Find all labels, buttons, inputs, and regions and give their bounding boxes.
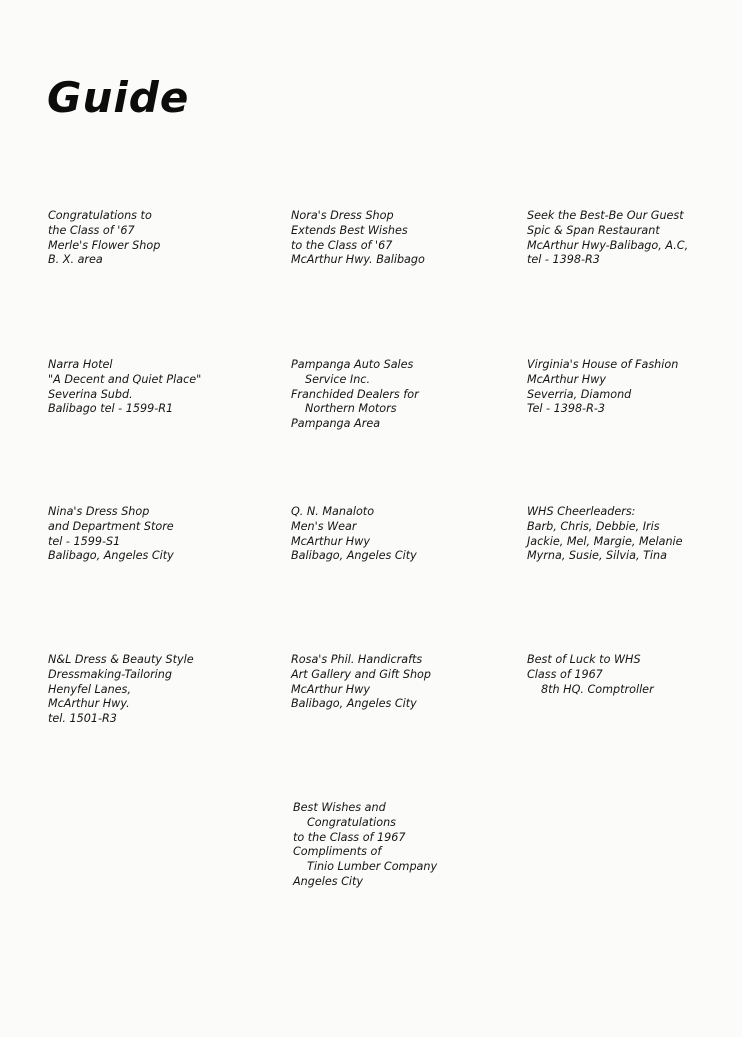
ad-line: Balibago, Angeles City — [48, 549, 174, 563]
ad-pampanga-auto-sales — [291, 358, 511, 432]
ad-line: Severina Subd. — [48, 387, 133, 401]
page-title: Guide — [47, 73, 190, 122]
ad-line: Class of 1967 — [527, 667, 603, 681]
ad-line: Rosa's Phil. Handicrafts — [291, 653, 423, 666]
ad-spic-span-restaurant — [527, 209, 742, 268]
ad-line: McArthur Hwy. — [48, 697, 130, 711]
ad-line: the Class of '67 — [48, 223, 135, 237]
ad-line: Q. N. Manaloto — [291, 505, 375, 518]
ad-line: Jackie, Mel, Margie, Melanie — [527, 534, 683, 548]
ad-line: Nina's Dress Shop — [48, 505, 150, 518]
ad-line: McArthur Hwy. Balibago — [291, 253, 425, 267]
ad-line: Best of Luck to WHS — [527, 653, 641, 666]
ad-line: Seek the Best-Be Our Guest — [527, 209, 684, 222]
ad-line: Extends Best Wishes — [291, 223, 408, 237]
ad-line: to the Class of 1967 — [293, 830, 406, 844]
ad-rosas-phil-handicrafts — [291, 653, 511, 712]
ad-line: and Department Store — [48, 519, 174, 533]
ad-line: Merle's Flower Shop — [48, 238, 161, 252]
ad-line: 8th HQ. Comptroller — [541, 682, 654, 696]
ad-line: Service Inc. — [305, 372, 371, 386]
ad-line: Northern Motors — [305, 402, 397, 416]
ad-line: Balibago, Angeles City — [291, 697, 417, 711]
ad-merles-flower-shop — [48, 209, 268, 268]
ad-line: McArthur Hwy-Balibago, A.C, — [527, 238, 689, 252]
ad-line: Virginia's House of Fashion — [527, 358, 679, 371]
ad-line: "A Decent and Quiet Place" — [48, 372, 202, 386]
ad-line: Congratulations — [307, 815, 397, 829]
ad-line: Barb, Chris, Debbie, Iris — [527, 519, 660, 533]
ad-line: Art Gallery and Gift Shop — [291, 667, 431, 681]
ad-line: Severria, Diamond — [527, 387, 632, 401]
ad-tinio-lumber-company — [293, 801, 513, 890]
ad-line: McArthur Hwy — [527, 372, 606, 386]
ad-line: Best Wishes and — [293, 801, 386, 814]
ad-line: Narra Hotel — [48, 358, 113, 371]
ad-line: Men's Wear — [291, 519, 357, 533]
ad-line: Tinio Lumber Company — [307, 860, 438, 874]
ad-noras-dress-shop — [291, 209, 511, 268]
ad-line: Congratulations to — [48, 209, 152, 222]
ad-ninas-dress-shop — [48, 505, 268, 564]
ad-line: Tel - 1398-R-3 — [527, 402, 606, 416]
ad-line: B. X. area — [48, 253, 103, 267]
ad-line: tel - 1599-S1 — [48, 534, 121, 548]
ad-line: Nora's Dress Shop — [291, 209, 394, 222]
ad-whs-cheerleaders — [527, 505, 742, 564]
ad-line: Spic & Span Restaurant — [527, 223, 660, 237]
ad-line: N&L Dress & Beauty Style — [48, 653, 194, 666]
ad-virginias-house-of-fashion — [527, 358, 742, 417]
ad-line: Balibago, Angeles City — [291, 549, 417, 563]
ad-line: tel - 1398-R3 — [527, 253, 600, 267]
ad-line: Henyfel Lanes, — [48, 682, 131, 696]
ad-line: tel. 1501-R3 — [48, 712, 117, 726]
ad-line: Balibago tel - 1599-R1 — [48, 402, 174, 416]
ad-line: Myrna, Susie, Silvia, Tina — [527, 549, 667, 563]
ad-narra-hotel — [48, 358, 268, 417]
ad-qn-manaloto — [291, 505, 511, 564]
ad-line: Pampanga Auto Sales — [291, 358, 414, 371]
ad-line: McArthur Hwy — [291, 682, 370, 696]
ad-line: Franchided Dealers for — [291, 387, 419, 401]
ad-line: Angeles City — [293, 874, 364, 888]
ad-nl-dress-beauty-style — [48, 653, 268, 727]
ad-line: Pampanga Area — [291, 417, 381, 431]
ad-line: Compliments of — [293, 845, 382, 859]
ad-line: McArthur Hwy — [291, 534, 370, 548]
ad-line: WHS Cheerleaders: — [527, 505, 636, 518]
ad-line: Dressmaking-Tailoring — [48, 667, 172, 681]
ad-8th-hq-comptroller — [527, 653, 742, 697]
ad-line: to the Class of '67 — [291, 238, 393, 252]
